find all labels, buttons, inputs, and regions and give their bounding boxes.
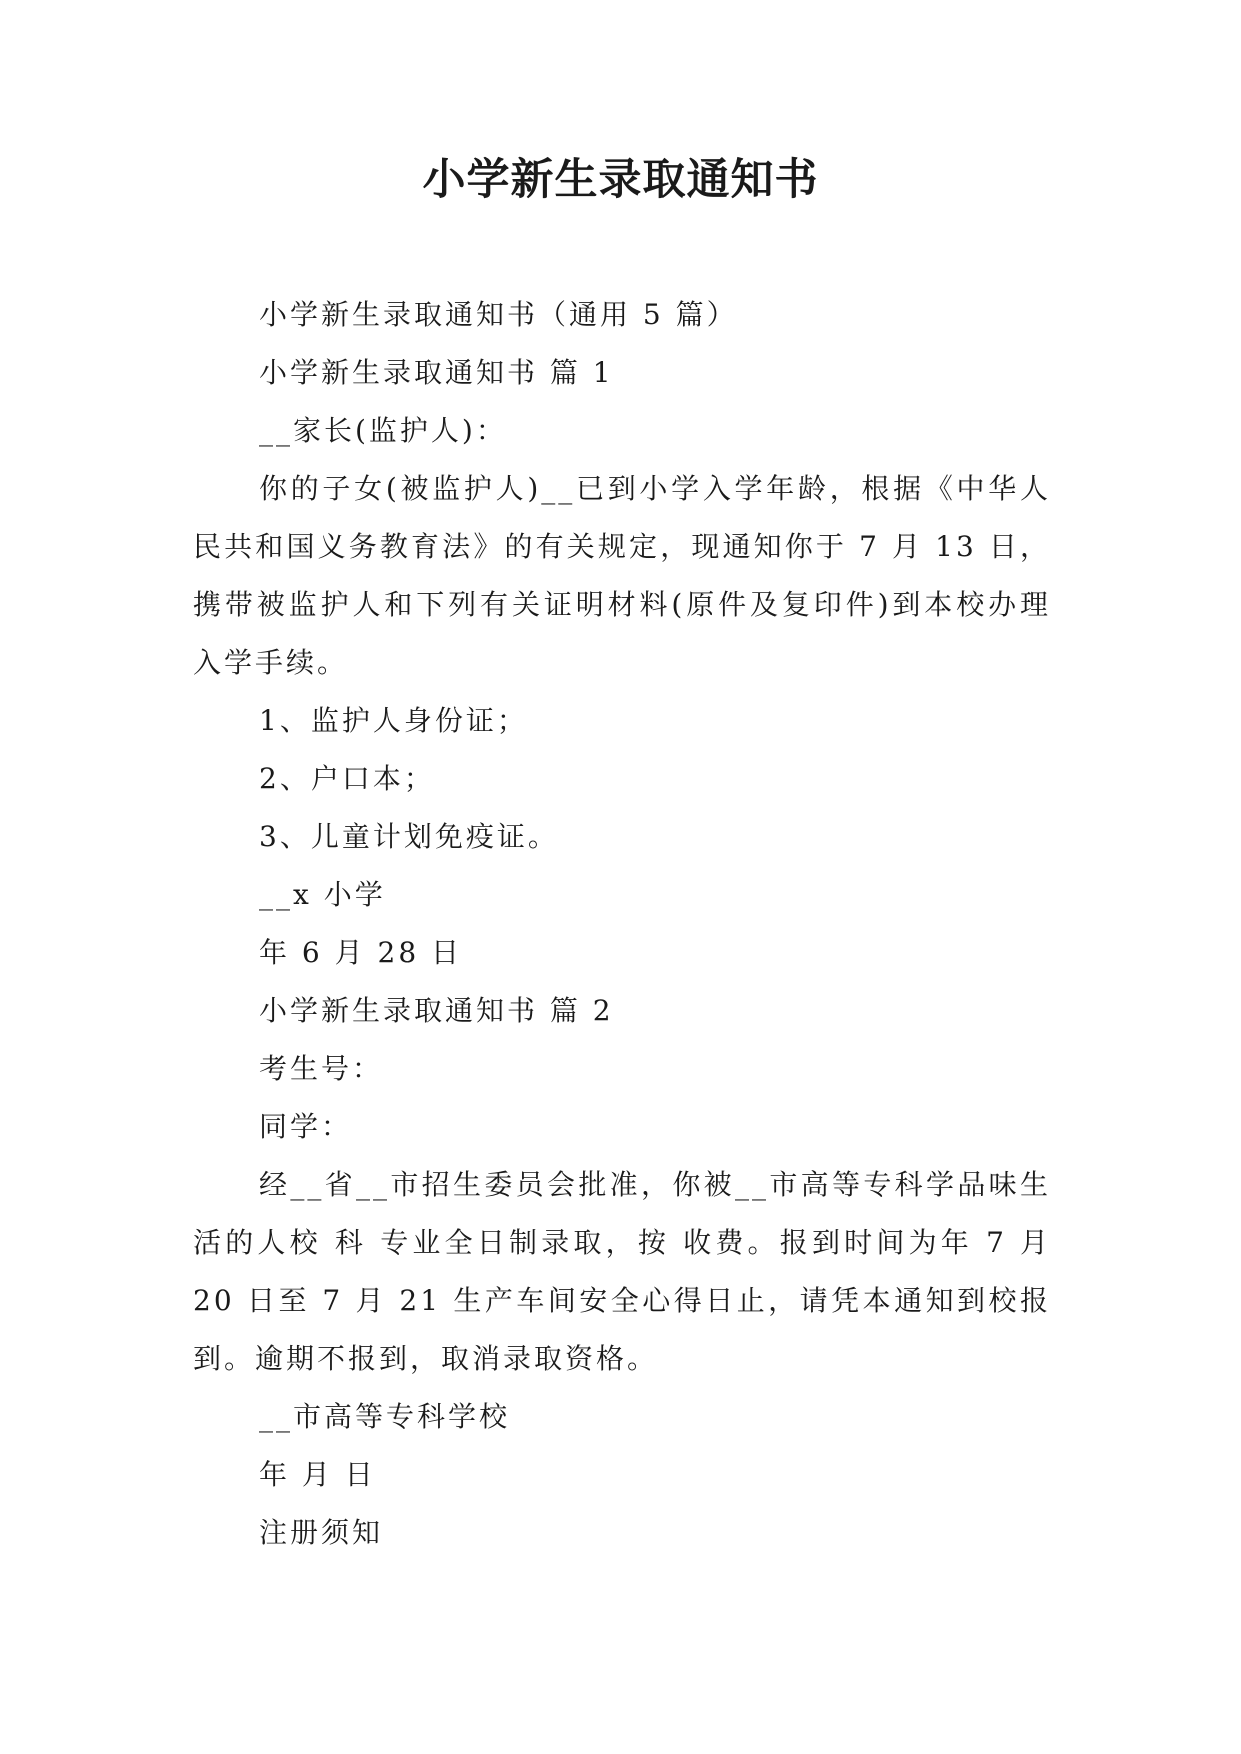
signature-date-blank: 年 月 日 — [259, 1458, 376, 1491]
document-body — [193, 286, 1051, 1562]
list-item-3: 3、儿童计划免疫证。 — [259, 820, 559, 853]
section-heading-2: 小学新生录取通知书 篇 2 — [259, 994, 614, 1027]
signature-date: 年 6 月 28 日 — [259, 936, 463, 969]
registration-notes-heading: 注册须知 — [259, 1516, 384, 1549]
notice-paragraph-2: 经__省__市招生委员会批准，你被__市高等专科学品味生活的人校 科 专业全日制录取，按 收费。报到时间为年 7 月 20 日至 7 月 21 生产车间安全心得日止，请凭本通知到校报到。逾期不报到，取消录取资格。 — [193, 1168, 1051, 1375]
signature-college: __市高等专科学校 — [259, 1400, 511, 1433]
salutation-parent: __家长(监护人)： — [259, 414, 507, 447]
section-heading-1: 小学新生录取通知书 篇 1 — [259, 356, 614, 389]
list-item-1: 1、监护人身份证； — [259, 704, 528, 737]
signature-school: __x 小学 — [259, 878, 386, 911]
document-title: 小学新生录取通知书 — [422, 155, 819, 205]
candidate-number-label: 考生号： — [259, 1052, 384, 1085]
salutation-student: 同学： — [259, 1110, 353, 1143]
subtitle-line: 小学新生录取通知书（通用 5 篇） — [259, 298, 738, 331]
notice-paragraph-1: 你的子女(被监护人)__已到小学入学年龄，根据《中华人民共和国义务教育法》的有关规定，现通知你于 7 月 13 日，携带被监护人和下列有关证明材料(原件及复印件)到本校办理入学手续。 — [193, 472, 1051, 679]
list-item-2: 2、户口本； — [259, 762, 435, 795]
